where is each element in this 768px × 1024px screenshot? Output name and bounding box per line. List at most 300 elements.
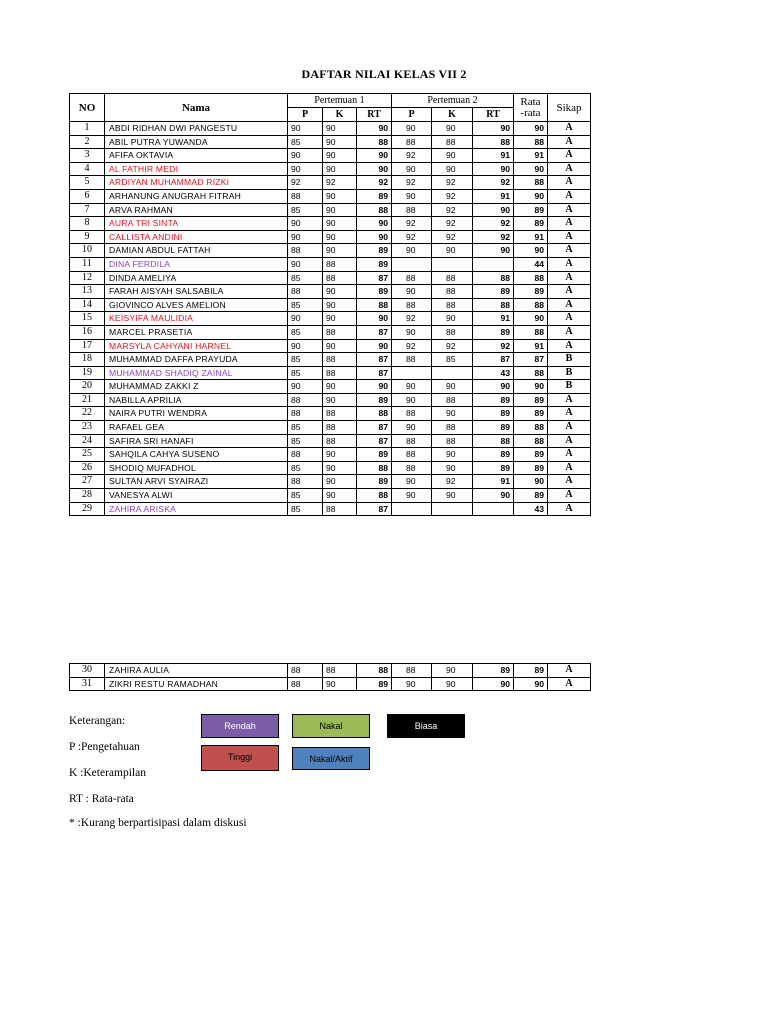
cell-k2: 90: [432, 448, 473, 462]
cell-p2: 88: [392, 298, 432, 312]
cell-rt1: 89: [357, 475, 392, 489]
cell-sikap: A: [548, 461, 591, 475]
cell-sikap: A: [548, 434, 591, 448]
cell-name: GIOVINCO ALVES AMELION: [105, 298, 288, 312]
table-row: [70, 244, 591, 258]
cell-k1: 90: [323, 475, 357, 489]
cell-rt1: 88: [357, 135, 392, 149]
cell-p1: 85: [288, 502, 323, 516]
cell-k2: 92: [432, 217, 473, 231]
cell-no: 12: [70, 271, 105, 285]
cell-sikap: A: [548, 339, 591, 353]
cell-name: ZAHIRA AULIA: [105, 664, 288, 678]
cell-no: 1: [70, 122, 105, 136]
cell-no: 27: [70, 475, 105, 489]
cell-sikap: A: [548, 257, 591, 271]
cell-no: 6: [70, 189, 105, 203]
cell-k2: 88: [432, 421, 473, 435]
cell-sikap: A: [548, 393, 591, 407]
cell-k2: 88: [432, 298, 473, 312]
cell-rt2: 91: [473, 312, 514, 326]
cell-rt1: 89: [357, 393, 392, 407]
cell-p2: 88: [392, 271, 432, 285]
table-row: [70, 677, 591, 691]
cell-rt1: 90: [357, 312, 392, 326]
cell-no: 11: [70, 257, 105, 271]
cell-p1: 85: [288, 135, 323, 149]
cell-p1: 90: [288, 257, 323, 271]
cell-p2: 90: [392, 421, 432, 435]
header-p2: P: [392, 108, 432, 122]
cell-rata-rata: 43: [514, 502, 548, 516]
cell-p2: 90: [392, 162, 432, 176]
table-row: [70, 664, 591, 678]
cell-rata-rata: 44: [514, 257, 548, 271]
cell-k2: 88: [432, 135, 473, 149]
cell-no: 5: [70, 176, 105, 190]
cell-k1: 90: [323, 312, 357, 326]
cell-p1: 90: [288, 149, 323, 163]
cell-rt2: 88: [473, 135, 514, 149]
cell-k2: 90: [432, 149, 473, 163]
legend-nakal-aktif: Nakal/Aktif: [292, 747, 370, 770]
cell-rt2: 88: [473, 298, 514, 312]
cell-k1: 90: [323, 380, 357, 394]
cell-k2: 90: [432, 407, 473, 421]
cell-k2: 88: [432, 393, 473, 407]
cell-p2: 90: [392, 677, 432, 691]
cell-rt2: 89: [473, 461, 514, 475]
cell-sikap: B: [548, 366, 591, 380]
cell-p2: 88: [392, 407, 432, 421]
cell-no: 29: [70, 502, 105, 516]
cell-rt2: 89: [473, 407, 514, 421]
cell-name: FARAH AISYAH SALSABILA: [105, 285, 288, 299]
cell-k1: 88: [323, 664, 357, 678]
cell-k2: [432, 257, 473, 271]
cell-p2: 88: [392, 664, 432, 678]
cell-sikap: A: [548, 230, 591, 244]
cell-sikap: A: [548, 189, 591, 203]
table-row: [70, 475, 591, 489]
cell-k1: 90: [323, 149, 357, 163]
cell-p1: 85: [288, 421, 323, 435]
cell-p1: 85: [288, 461, 323, 475]
cell-rata-rata: 89: [514, 285, 548, 299]
cell-k2: 90: [432, 489, 473, 503]
header-k2: K: [432, 108, 473, 122]
document-title: DAFTAR NILAI KELAS VII 2: [301, 67, 467, 81]
cell-k1: 88: [323, 366, 357, 380]
cell-p1: 85: [288, 489, 323, 503]
cell-name: SHODIQ MUFADHOL: [105, 461, 288, 475]
cell-p1: 88: [288, 448, 323, 462]
cell-p2: 88: [392, 203, 432, 217]
table-row: [70, 230, 591, 244]
cell-no: 4: [70, 162, 105, 176]
cell-k2: 88: [432, 325, 473, 339]
cell-p2: 90: [392, 489, 432, 503]
cell-p1: 88: [288, 664, 323, 678]
cell-no: 23: [70, 421, 105, 435]
cell-rt2: 92: [473, 339, 514, 353]
cell-k1: 90: [323, 244, 357, 258]
cell-name: SAHQILA CAHYA SUSENO: [105, 448, 288, 462]
cell-k1: 88: [323, 407, 357, 421]
cell-no: 17: [70, 339, 105, 353]
table-row: [70, 122, 591, 136]
cell-rata-rata: 90: [514, 475, 548, 489]
cell-rt1: 88: [357, 664, 392, 678]
legend-tinggi: Tinggi: [201, 745, 279, 771]
cell-no: 8: [70, 217, 105, 231]
table-row: [70, 271, 591, 285]
cell-k1: 90: [323, 230, 357, 244]
cell-p1: 85: [288, 271, 323, 285]
cell-sikap: A: [548, 122, 591, 136]
cell-k1: 88: [323, 325, 357, 339]
cell-k2: 88: [432, 271, 473, 285]
header-p1: P: [288, 108, 323, 122]
table-row: [70, 489, 591, 503]
cell-rata-rata: 89: [514, 217, 548, 231]
cell-no: 21: [70, 393, 105, 407]
cell-rt1: 90: [357, 380, 392, 394]
cell-k2: [432, 502, 473, 516]
cell-name: ZIKRI RESTU RAMADHAN: [105, 677, 288, 691]
cell-no: 7: [70, 203, 105, 217]
cell-name: AFIFA OKTAVIA: [105, 149, 288, 163]
cell-k2: 90: [432, 162, 473, 176]
cell-k1: 90: [323, 203, 357, 217]
cell-rt2: 43: [473, 366, 514, 380]
cell-name: MARSYLA CAHYANI HARNEL: [105, 339, 288, 353]
cell-rt2: 90: [473, 380, 514, 394]
note-star: * :Kurang berpartisipasi dalam diskusi: [69, 817, 247, 829]
cell-rt2: [473, 502, 514, 516]
header-pertemuan-1: Pertemuan 1: [288, 94, 392, 108]
cell-rt2: 89: [473, 285, 514, 299]
cell-no: 15: [70, 312, 105, 326]
cell-name: ABDI RIDHAN DWI PANGESTU: [105, 122, 288, 136]
cell-rt1: 87: [357, 271, 392, 285]
cell-sikap: A: [548, 298, 591, 312]
cell-sikap: A: [548, 448, 591, 462]
cell-k2: [432, 366, 473, 380]
cell-p2: 92: [392, 230, 432, 244]
cell-p2: 88: [392, 434, 432, 448]
cell-rt2: 89: [473, 664, 514, 678]
cell-k1: 90: [323, 217, 357, 231]
cell-k2: 92: [432, 475, 473, 489]
cell-k1: 88: [323, 434, 357, 448]
cell-p2: 88: [392, 448, 432, 462]
cell-rt1: 89: [357, 257, 392, 271]
cell-sikap: B: [548, 380, 591, 394]
table-row: [70, 421, 591, 435]
cell-no: 28: [70, 489, 105, 503]
cell-rt1: 87: [357, 434, 392, 448]
cell-k2: 92: [432, 230, 473, 244]
cell-p2: 92: [392, 176, 432, 190]
cell-rt1: 90: [357, 162, 392, 176]
cell-rata-rata: 88: [514, 298, 548, 312]
cell-name: AURA TRI SINTA: [105, 217, 288, 231]
cell-p1: 85: [288, 366, 323, 380]
cell-rt1: 90: [357, 149, 392, 163]
cell-sikap: A: [548, 407, 591, 421]
cell-rt2: 91: [473, 189, 514, 203]
cell-no: 13: [70, 285, 105, 299]
cell-k1: 90: [323, 489, 357, 503]
cell-name: MUHAMMAD DAFFA PRAYUDA: [105, 353, 288, 367]
cell-rata-rata: 89: [514, 664, 548, 678]
note-rt: RT : Rata-rata: [69, 793, 134, 805]
table-row: [70, 298, 591, 312]
cell-rt1: 87: [357, 421, 392, 435]
cell-sikap: A: [548, 502, 591, 516]
cell-p1: 85: [288, 298, 323, 312]
cell-rata-rata: 90: [514, 380, 548, 394]
cell-name: ARDIYAN MUHAMMAD RIZKI: [105, 176, 288, 190]
cell-name: CALLISTA ANDINI: [105, 230, 288, 244]
cell-p1: 90: [288, 122, 323, 136]
cell-rt2: 89: [473, 325, 514, 339]
table-row: [70, 434, 591, 448]
cell-k1: 88: [323, 257, 357, 271]
cell-rata-rata: 89: [514, 461, 548, 475]
cell-rt1: 90: [357, 217, 392, 231]
table-row: [70, 189, 591, 203]
table-row: [70, 407, 591, 421]
header-pertemuan-2: Pertemuan 2: [392, 94, 514, 108]
cell-sikap: A: [548, 285, 591, 299]
cell-rt1: 88: [357, 407, 392, 421]
cell-rt1: 89: [357, 244, 392, 258]
cell-name: MUHAMMAD SHADIQ ZAINAL: [105, 366, 288, 380]
cell-rata-rata: 89: [514, 448, 548, 462]
cell-no: 16: [70, 325, 105, 339]
cell-rt2: 92: [473, 217, 514, 231]
cell-p1: 85: [288, 203, 323, 217]
cell-p2: 92: [392, 339, 432, 353]
cell-rata-rata: 88: [514, 421, 548, 435]
cell-k2: 92: [432, 176, 473, 190]
cell-k1: 90: [323, 298, 357, 312]
cell-rt2: 90: [473, 677, 514, 691]
cell-k1: 88: [323, 421, 357, 435]
cell-name: RAFAEL GEA: [105, 421, 288, 435]
cell-rt2: 90: [473, 122, 514, 136]
header-rata-line1: Rata: [520, 95, 541, 108]
cell-rt2: 88: [473, 271, 514, 285]
cell-rt1: 87: [357, 502, 392, 516]
cell-rt2: 89: [473, 393, 514, 407]
cell-k2: 90: [432, 461, 473, 475]
cell-name: VANESYA ALWI: [105, 489, 288, 503]
cell-k2: 90: [432, 677, 473, 691]
table-row: [70, 257, 591, 271]
cell-rt1: 87: [357, 366, 392, 380]
cell-p2: [392, 502, 432, 516]
cell-k1: 90: [323, 461, 357, 475]
cell-name: ARHANUNG ANUGRAH FITRAH: [105, 189, 288, 203]
cell-rata-rata: 91: [514, 230, 548, 244]
cell-p2: 90: [392, 122, 432, 136]
table-row: [70, 176, 591, 190]
cell-rt1: 89: [357, 448, 392, 462]
cell-rata-rata: 89: [514, 407, 548, 421]
cell-rt1: 87: [357, 353, 392, 367]
cell-p1: 90: [288, 230, 323, 244]
table-row: [70, 312, 591, 326]
legend-heading: Keterangan:: [69, 715, 126, 727]
cell-rt2: 90: [473, 203, 514, 217]
cell-name: ABIL PUTRA YUWANDA: [105, 135, 288, 149]
cell-rata-rata: 89: [514, 489, 548, 503]
table-row: [70, 448, 591, 462]
cell-no: 10: [70, 244, 105, 258]
cell-p2: 88: [392, 353, 432, 367]
cell-rt2: 87: [473, 353, 514, 367]
cell-name: ARVA RAHMAN: [105, 203, 288, 217]
cell-rt2: 91: [473, 149, 514, 163]
cell-rt2: 90: [473, 489, 514, 503]
table-row: [70, 162, 591, 176]
cell-p2: 90: [392, 393, 432, 407]
cell-k1: 90: [323, 122, 357, 136]
cell-rt1: 88: [357, 489, 392, 503]
cell-sikap: A: [548, 475, 591, 489]
cell-k1: 90: [323, 285, 357, 299]
cell-k1: 88: [323, 271, 357, 285]
header-k1: K: [323, 108, 357, 122]
cell-sikap: A: [548, 489, 591, 503]
cell-no: 25: [70, 448, 105, 462]
header-sikap: Sikap: [548, 94, 591, 122]
cell-rt1: 88: [357, 461, 392, 475]
cell-rata-rata: 90: [514, 244, 548, 258]
cell-no: 31: [70, 677, 105, 691]
cell-name: SULTAN ARVI SYAIRAZI: [105, 475, 288, 489]
cell-k1: 90: [323, 189, 357, 203]
cell-no: 19: [70, 366, 105, 380]
cell-rata-rata: 88: [514, 271, 548, 285]
cell-sikap: A: [548, 244, 591, 258]
cell-rt1: 90: [357, 230, 392, 244]
grades-table: [69, 93, 591, 516]
cell-p1: 85: [288, 353, 323, 367]
cell-k2: 90: [432, 312, 473, 326]
header-rt2: RT: [473, 108, 514, 122]
cell-rt2: 89: [473, 448, 514, 462]
cell-rt2: 91: [473, 475, 514, 489]
table-row: [70, 353, 591, 367]
cell-p1: 92: [288, 176, 323, 190]
cell-sikap: A: [548, 162, 591, 176]
cell-sikap: A: [548, 176, 591, 190]
header-no: NO: [70, 94, 105, 122]
cell-k2: 92: [432, 203, 473, 217]
legend-biasa: Biasa: [387, 714, 465, 738]
table-row: [70, 135, 591, 149]
cell-name: AL FATHIR MEDI: [105, 162, 288, 176]
cell-no: 9: [70, 230, 105, 244]
header-rt1: RT: [357, 108, 392, 122]
cell-no: 18: [70, 353, 105, 367]
table-row: [70, 366, 591, 380]
cell-no: 3: [70, 149, 105, 163]
cell-sikap: A: [548, 325, 591, 339]
cell-sikap: A: [548, 421, 591, 435]
cell-p1: 88: [288, 244, 323, 258]
table-row: [70, 461, 591, 475]
header-rata-rata: [514, 94, 548, 122]
cell-p2: 90: [392, 285, 432, 299]
cell-name: MUHAMMAD ZAKKI Z: [105, 380, 288, 394]
cell-rata-rata: 90: [514, 312, 548, 326]
cell-p2: 90: [392, 380, 432, 394]
cell-rata-rata: 90: [514, 122, 548, 136]
cell-sikap: A: [548, 312, 591, 326]
cell-name: SAFIRA SRI HANAFI: [105, 434, 288, 448]
cell-k2: 90: [432, 664, 473, 678]
cell-sikap: A: [548, 271, 591, 285]
table-row: [70, 380, 591, 394]
cell-p1: 90: [288, 312, 323, 326]
cell-k2: 92: [432, 189, 473, 203]
cell-sikap: B: [548, 353, 591, 367]
cell-rt1: 87: [357, 325, 392, 339]
cell-p2: 90: [392, 325, 432, 339]
cell-rata-rata: 90: [514, 189, 548, 203]
cell-k2: 88: [432, 434, 473, 448]
cell-sikap: A: [548, 135, 591, 149]
cell-rata-rata: 87: [514, 353, 548, 367]
cell-k1: 88: [323, 502, 357, 516]
cell-rata-rata: 89: [514, 393, 548, 407]
header-nama: Nama: [105, 94, 288, 122]
note-k: K :Keterampilan: [69, 767, 146, 779]
cell-rt1: 89: [357, 189, 392, 203]
note-p: P :Pengetahuan: [69, 741, 140, 753]
cell-k2: 88: [432, 285, 473, 299]
cell-sikap: A: [548, 677, 591, 691]
cell-rata-rata: 88: [514, 434, 548, 448]
cell-p1: 88: [288, 393, 323, 407]
cell-p1: 88: [288, 285, 323, 299]
cell-rata-rata: 90: [514, 677, 548, 691]
cell-p1: 85: [288, 325, 323, 339]
table-row: [70, 217, 591, 231]
cell-k1: 90: [323, 339, 357, 353]
cell-k1: 90: [323, 135, 357, 149]
grades-table-continued: [69, 663, 591, 691]
cell-rt2: 90: [473, 162, 514, 176]
cell-no: 24: [70, 434, 105, 448]
cell-p2: 92: [392, 312, 432, 326]
cell-rt1: 90: [357, 122, 392, 136]
cell-name: NAIRA PUTRI WENDRA: [105, 407, 288, 421]
cell-p1: 88: [288, 677, 323, 691]
cell-rt1: 88: [357, 203, 392, 217]
cell-name: KEISYIFA MAULIDIA: [105, 312, 288, 326]
cell-p1: 90: [288, 380, 323, 394]
cell-no: 30: [70, 664, 105, 678]
cell-rt2: 89: [473, 421, 514, 435]
header-rata-line2: -rata: [520, 106, 541, 119]
cell-rata-rata: 91: [514, 339, 548, 353]
